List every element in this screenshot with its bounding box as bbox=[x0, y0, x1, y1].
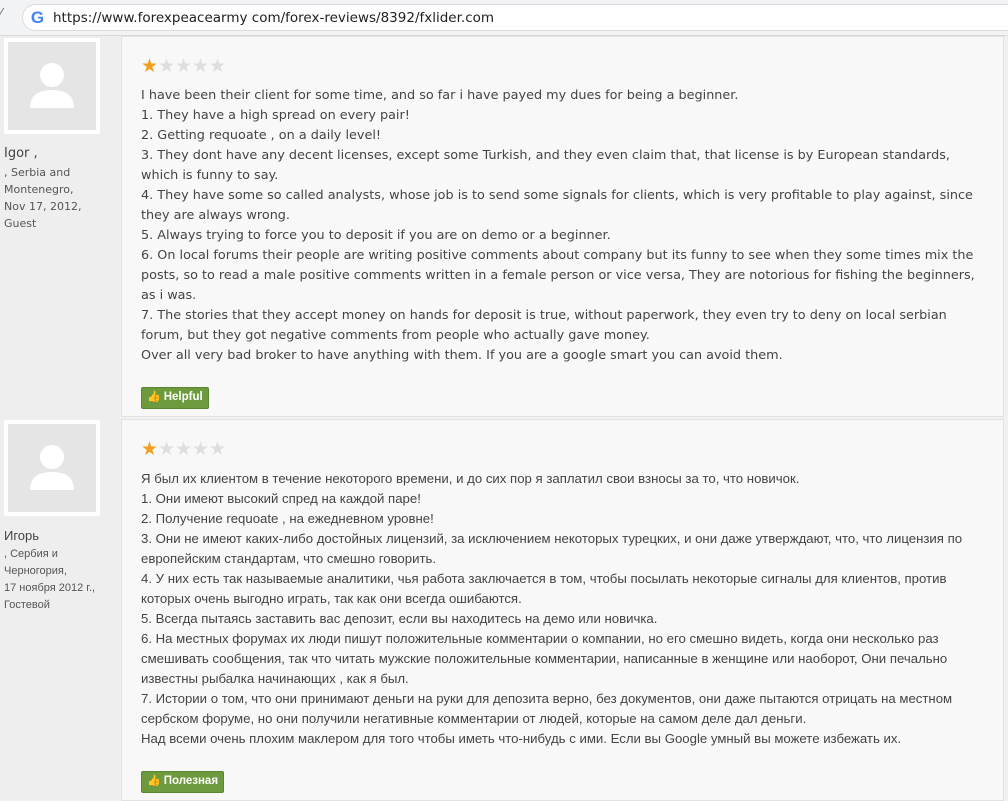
review-card bbox=[0, 36, 1008, 418]
thumbs-up-icon: 👍 bbox=[147, 775, 161, 787]
url-field[interactable] bbox=[22, 4, 1008, 31]
star-rating bbox=[141, 440, 226, 459]
reviewer-location: , Serbia and bbox=[4, 166, 71, 179]
review-line: 6. On local forums their people are writing positive comments about company but its funny to see when they some times mix the posts, so to read a male positive comments written in a female person or vice versa, They are notorious for fishing the beginners, as i was. bbox=[141, 248, 975, 303]
review-line: 1. They have a high spread on every pair! bbox=[141, 108, 410, 123]
star-empty-icon: ★ bbox=[175, 55, 193, 77]
review-card bbox=[0, 418, 1008, 800]
review-content bbox=[121, 36, 1004, 417]
star-filled-icon: ★ bbox=[141, 438, 159, 460]
reviewer-meta bbox=[4, 164, 104, 232]
star-empty-icon: ★ bbox=[158, 438, 176, 460]
reviewer-info bbox=[0, 418, 120, 800]
reviewer-status: Гостевой bbox=[4, 599, 50, 611]
review-line: 7. The stories that they accept money on hands for deposit is true, without paperwork, they even try to deny on local serbian forum, but they got negative comments from people who actually gave money. bbox=[141, 308, 947, 343]
review-line: 4. They have some so called analysts, whose job is to send some signals for clients, which is very profitable to play against, since they are always wrong. bbox=[141, 188, 973, 223]
review-content bbox=[121, 419, 1004, 801]
review-line: Я был их клиентом в течение некоторого времени, и до сих пор я заплатил свои взносы за то, что новичок. bbox=[141, 471, 800, 486]
review-line: 2. Getting requoate , on a daily level! bbox=[141, 128, 382, 143]
thumbs-up-icon: 👍 bbox=[147, 391, 161, 403]
review-line: 1. Они имеют высокий спред на каждой паре! bbox=[141, 491, 421, 506]
avatar bbox=[4, 420, 100, 516]
review-text bbox=[141, 469, 991, 749]
helpful-label: Helpful bbox=[163, 391, 203, 403]
reviewer-location: Montenegro, bbox=[4, 183, 74, 196]
review-date: 17 ноября 2012 г., bbox=[4, 582, 96, 594]
review-line: 5. Always trying to force you to deposit if you are on demo or a beginner. bbox=[141, 228, 611, 243]
reviewer-name: Игорь bbox=[4, 528, 40, 543]
reviewer-location: Черногория, bbox=[4, 565, 67, 577]
star-empty-icon: ★ bbox=[158, 55, 176, 77]
review-line: 7. Истории о том, что они принимают деньги на руки для депозита верно, без документов, они даже пытаются отрицать на местном сербском форуме, но они получили негативные комментарии от людей, которые на самом деле дал деньги. bbox=[141, 691, 953, 726]
reviewer-meta bbox=[4, 546, 104, 614]
url-text[interactable]: https://www.forexpeacearmy com/forex-reviews/8392/fxlider.com bbox=[53, 10, 495, 26]
reviewer-info bbox=[0, 36, 120, 418]
review-line: I have been their client for some time, and so far i have payed my dues for being a beginner. bbox=[141, 88, 739, 103]
reviewer-location: , Сербия и bbox=[4, 548, 58, 560]
star-empty-icon: ★ bbox=[209, 55, 227, 77]
helpful-button[interactable] bbox=[141, 771, 224, 793]
reviewer-name: Igor , bbox=[4, 146, 38, 161]
review-text bbox=[141, 86, 991, 366]
google-g-icon: G bbox=[30, 8, 45, 27]
review-line: 3. They dont have any decent licenses, except some Turkish, and they even claim that, that license is by European standards, which is funny to say. bbox=[141, 148, 950, 183]
star-empty-icon: ★ bbox=[175, 438, 193, 460]
star-filled-icon: ★ bbox=[141, 55, 159, 77]
review-line: Над всеми очень плохим маклером для того чтобы иметь что-нибудь с ими. Если вы Google умный вы можете избежать их. bbox=[141, 731, 902, 746]
review-line: Over all very bad broker to have anything with them. If you are a google smart you can avoid them. bbox=[141, 348, 783, 363]
user-silhouette-icon bbox=[8, 424, 96, 512]
star-rating bbox=[141, 57, 226, 76]
review-line: 5. Всегда пытаясь заставить вас депозит, если вы находитесь на демо или новичка. bbox=[141, 611, 658, 626]
star-empty-icon: ★ bbox=[192, 55, 210, 77]
review-line: 4. У них есть так называемые аналитики, чья работа заключается в том, чтобы посылать некоторые сигналы для клиентов, против которых очень выгодно играть, так как они всегда ошибаются. bbox=[141, 571, 947, 606]
helpful-label: Полезная bbox=[163, 775, 219, 787]
reviewer-status: Guest bbox=[4, 217, 37, 230]
review-line: 3. Они не имеют каких-либо достойных лицензий, за исключением некоторых турецких, и они даже утверждают, что, что лицензия по европейским стандартам, что смешно говорить. bbox=[141, 531, 963, 566]
tab-edge-icon: ⁄ bbox=[0, 6, 3, 20]
avatar bbox=[4, 38, 100, 134]
review-line: 2. Получение requoate , на ежедневном уровне! bbox=[141, 511, 434, 526]
star-empty-icon: ★ bbox=[192, 438, 210, 460]
user-silhouette-icon bbox=[8, 42, 96, 130]
review-line: 6. На местных форумах их люди пишут положительные комментарии о компании, но его смешно видеть, когда они несколько раз смешивать сообщения, так что читать мужские положительные комментарии, написанные в женщине или наоборот, Они печально известны рыбалка начинающих , как я был. bbox=[141, 631, 948, 686]
review-date: Nov 17, 2012, bbox=[4, 200, 82, 213]
star-empty-icon: ★ bbox=[209, 438, 227, 460]
helpful-button[interactable] bbox=[141, 387, 209, 409]
browser-address-bar bbox=[0, 0, 1008, 36]
